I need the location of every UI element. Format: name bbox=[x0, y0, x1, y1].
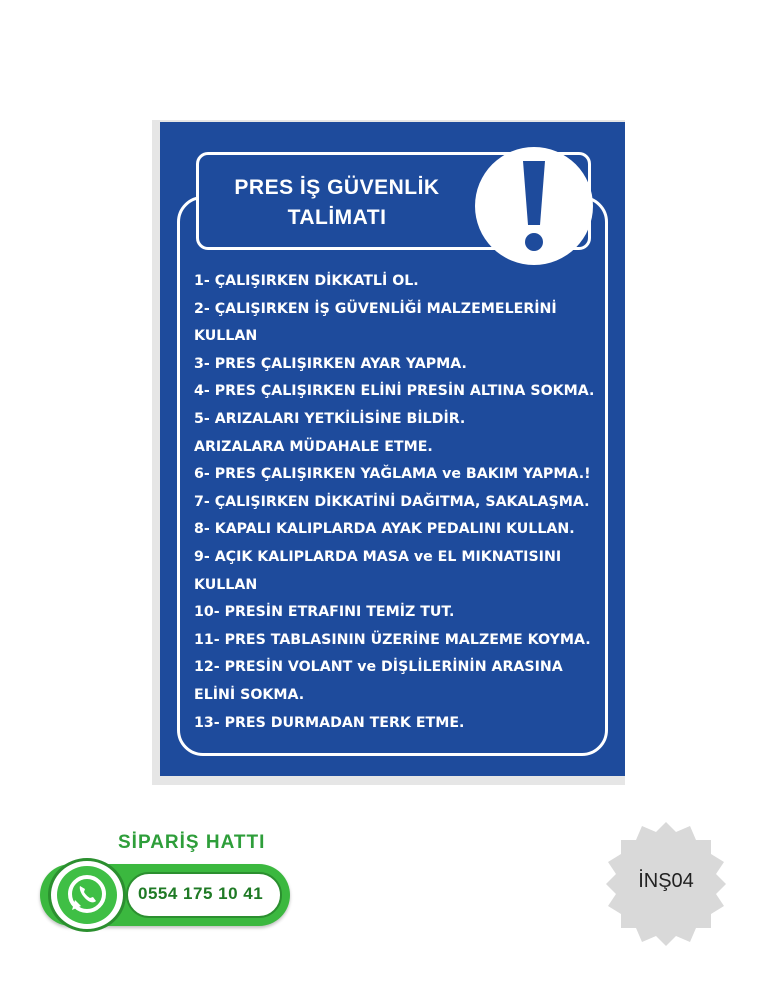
rules-list bbox=[194, 268, 614, 737]
exclamation-icon bbox=[475, 147, 593, 265]
whatsapp-icon[interactable] bbox=[48, 858, 126, 932]
rule-item: 8- KAPALI KALIPLARDA AYAK PEDALINI KULLAN. bbox=[194, 521, 575, 538]
rule-item: 7- ÇALIŞIRKEN DİKKATİNİ DAĞITMA, SAKALAŞMA. bbox=[194, 493, 590, 510]
rule-item: 13- PRES DURMADAN TERK ETME. bbox=[194, 714, 465, 731]
sign-title bbox=[217, 173, 457, 233]
sign-title-box bbox=[196, 152, 591, 250]
whatsapp-icon-background bbox=[57, 866, 117, 924]
rule-item: 12- PRESİN VOLANT ve DİŞLİLERİNİN ARASINA ELİNİ SOKMA. bbox=[194, 659, 563, 703]
order-phone-button[interactable] bbox=[40, 864, 290, 926]
order-line-label: SİPARİŞ HATTI bbox=[118, 832, 266, 853]
product-code: İNŞ04 bbox=[638, 870, 694, 892]
rule-item: 5- ARIZALARI YETKİLİSİNE BİLDİR. ARIZALARA MÜDAHALE ETME. bbox=[194, 410, 466, 455]
rule-item: 11- PRES TABLASININ ÜZERİNE MALZEME KOYMA. bbox=[194, 631, 591, 648]
product-code-badge bbox=[602, 820, 730, 948]
sign-title-line1: PRES İŞ GÜVENLİK bbox=[234, 176, 440, 199]
rule-item: 3- PRES ÇALIŞIRKEN AYAR YAPMA. bbox=[194, 355, 467, 372]
rule-item: 10- PRESİN ETRAFINI TEMİZ TUT. bbox=[194, 604, 455, 621]
phone-number[interactable]: 0554 175 10 41 bbox=[138, 884, 264, 903]
safety-sign bbox=[160, 122, 625, 776]
rule-item: 1- ÇALIŞIRKEN DİKKATLİ OL. bbox=[194, 273, 419, 289]
phone-box bbox=[126, 872, 282, 918]
rule-item: 4- PRES ÇALIŞIRKEN ELİNİ PRESİN ALTINA SOKMA. bbox=[194, 383, 595, 400]
sign-title-line2: TALİMATI bbox=[287, 206, 387, 229]
rule-item: 2- ÇALIŞIRKEN İŞ GÜVENLİĞİ MALZEMELERİNİ KULLAN bbox=[194, 300, 557, 345]
rule-item: 9- AÇIK KALIPLARDA MASA ve EL MIKNATISINI KULLAN bbox=[194, 548, 562, 593]
rule-item: 6- PRES ÇALIŞIRKEN YAĞLAMA ve BAKIM YAPMA.! bbox=[194, 466, 591, 483]
